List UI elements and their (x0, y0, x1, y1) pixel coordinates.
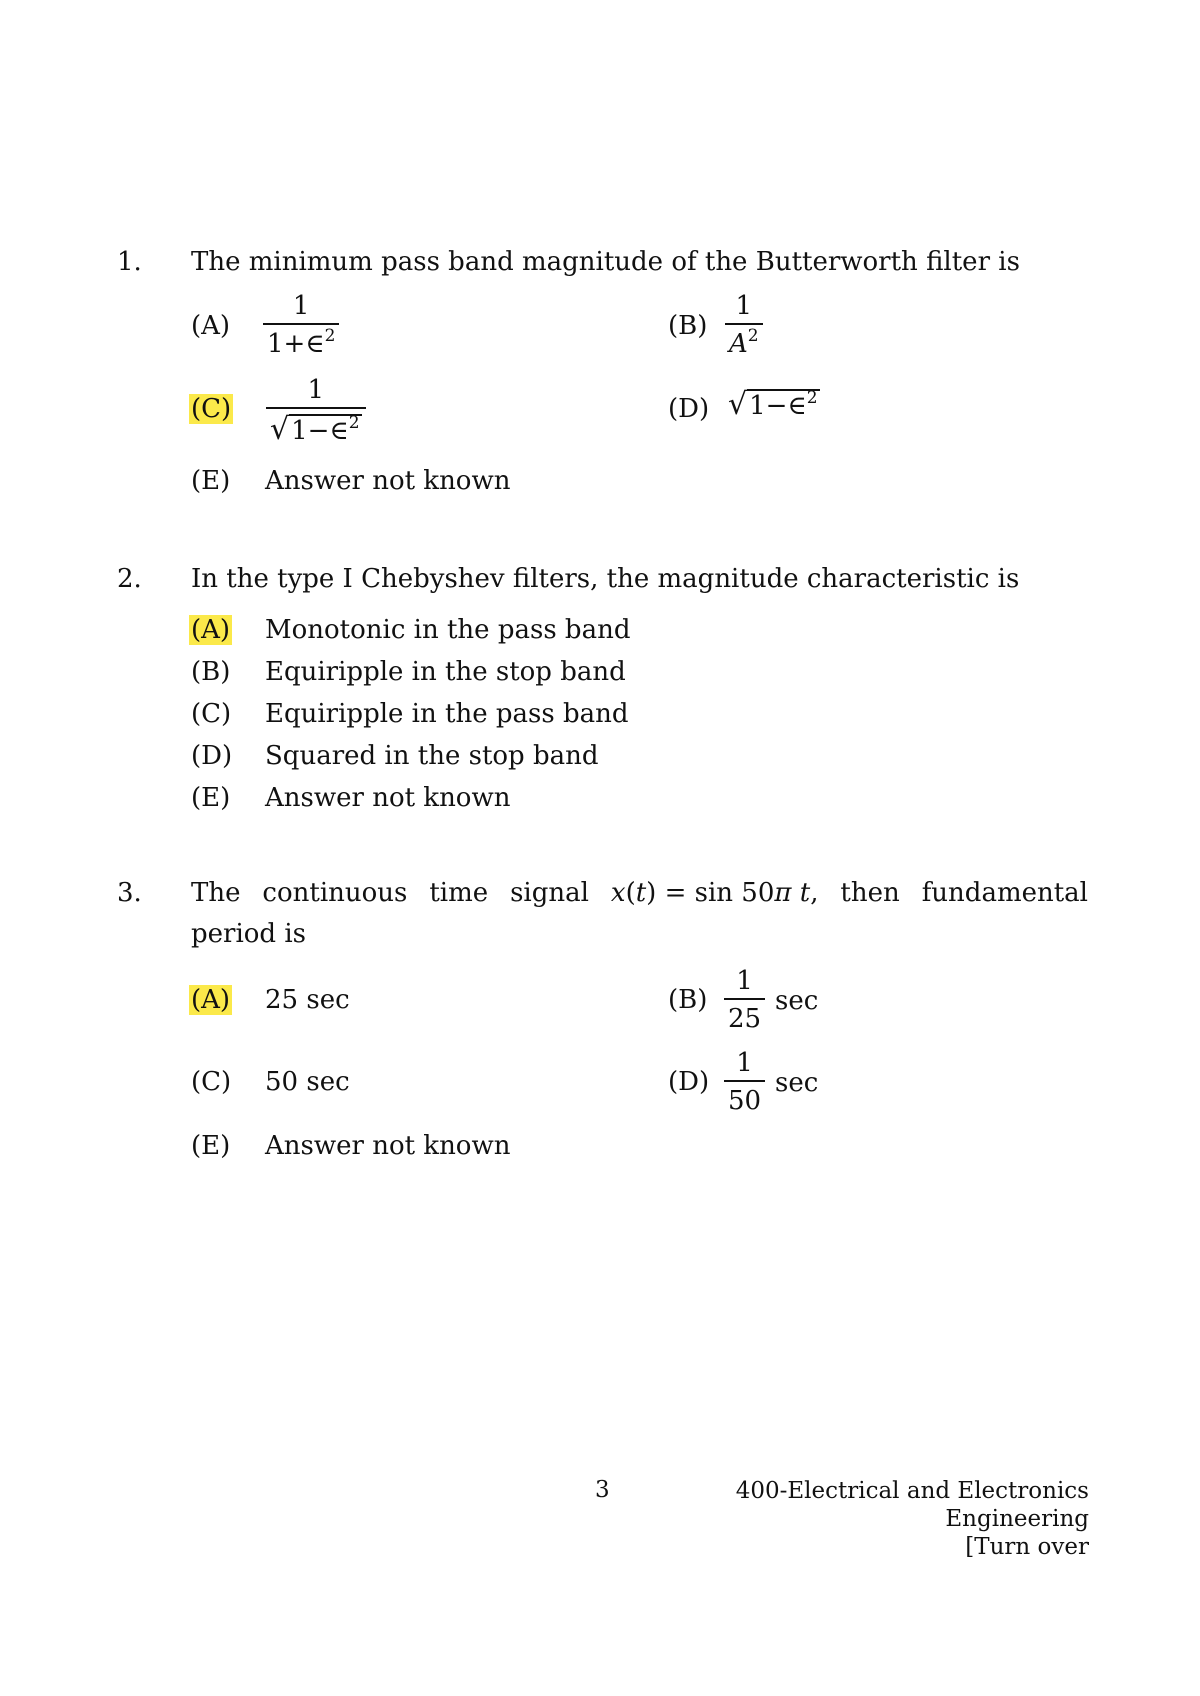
q1-option-c-denominator (266, 409, 366, 445)
q3-option-b-numerator: 1 (736, 966, 753, 996)
q3-option-d-label: (D) (668, 1067, 710, 1097)
question-2-text: In the type I Chebyshev filters, the magnitude characteristic is (191, 564, 1020, 594)
q3-option-e-label: (E) (191, 1131, 231, 1161)
q2-option-d-label: (D) (191, 741, 233, 771)
q3-word: fundamental (921, 878, 1088, 908)
q1-option-a-label: (A) (191, 311, 231, 341)
q3-option-c-label: (C) (191, 1067, 232, 1097)
q1-option-e-text: Answer not known (265, 466, 511, 496)
sqrt-symbol: √ (728, 387, 748, 422)
q1-option-b-numerator: 1 (735, 291, 753, 321)
q1-option-b-fraction (725, 293, 763, 357)
q3-option-b-unit: sec (775, 986, 819, 1016)
q1-option-d-expression (728, 387, 820, 422)
q3-option-b-fraction (724, 968, 765, 1032)
q3-option-a-text: 25 sec (265, 985, 350, 1015)
q1-option-b-denominator: $A^2$ (729, 326, 759, 359)
q3-word: continuous (262, 878, 408, 908)
footer-subject-line1: 400-Electrical and Electronics (735, 1478, 1089, 1504)
q2-option-b-text: Equiripple in the stop band (265, 657, 626, 687)
answer-highlight: (A) (191, 985, 231, 1015)
q2-option-a-text: Monotonic in the pass band (265, 615, 631, 645)
question-3-text (191, 880, 1088, 906)
q1-option-c-numerator: 1 (307, 375, 325, 405)
radical: √1−∈$^2$ (270, 412, 360, 447)
answer-highlight: (C) (191, 394, 232, 424)
question-1-number: 1. (117, 247, 142, 277)
q3-option-d-numerator: 1 (736, 1048, 753, 1078)
q2-option-e-label: (E) (191, 783, 231, 813)
q1-option-a-fraction (263, 293, 339, 357)
radical: √1−∈$^2$ (728, 387, 818, 422)
q3-option-b-label: (B) (668, 985, 708, 1015)
q3-option-e-text: Answer not known (265, 1131, 511, 1161)
q3-word: The (191, 878, 241, 908)
q3-word: time (429, 878, 489, 908)
q1-option-e-label: (E) (191, 466, 231, 496)
q2-option-b-label: (B) (191, 657, 231, 687)
page-number: 3 (595, 1477, 610, 1503)
q3-word: then (840, 878, 900, 908)
question-1-text: The minimum pass band magnitude of the Butterworth filter is (191, 247, 1020, 277)
q1-option-c-fraction (266, 377, 366, 445)
sqrt-symbol: √ (270, 412, 290, 447)
question-3-number: 3. (117, 878, 142, 908)
footer-subject (736, 1477, 1089, 1561)
q2-option-d-text: Squared in the stop band (265, 741, 599, 771)
q3-option-d-denominator: 50 (728, 1086, 762, 1116)
q1-option-a-denominator: 1+∈$^2$ (267, 326, 336, 359)
q3-formula: x(t) = sin 50π t, (610, 878, 819, 908)
q1-option-c-label (191, 396, 231, 422)
q1-option-d-label: (D) (668, 394, 710, 424)
q2-option-a-label (191, 617, 230, 643)
q3-option-d-unit: sec (775, 1068, 819, 1098)
q3-option-b-denominator: 25 (728, 1004, 762, 1034)
footer-subject-line2: Engineering (945, 1506, 1089, 1533)
question-3-text-line2: period is (191, 919, 306, 949)
q3-option-d-fraction (724, 1050, 765, 1114)
q1-option-b-label: (B) (668, 311, 708, 341)
q2-option-c-label: (C) (191, 699, 232, 729)
answer-highlight: (A) (191, 615, 231, 645)
q1-option-a-numerator: 1 (292, 291, 310, 321)
question-2-number: 2. (117, 564, 142, 594)
q3-option-c-text: 50 sec (265, 1067, 350, 1097)
q2-option-e-text: Answer not known (265, 783, 511, 813)
q3-word: signal (510, 878, 589, 908)
q2-option-c-text: Equiripple in the pass band (265, 699, 629, 729)
footer-turn-over: [Turn over (965, 1534, 1089, 1561)
q3-option-a-label (191, 987, 230, 1013)
